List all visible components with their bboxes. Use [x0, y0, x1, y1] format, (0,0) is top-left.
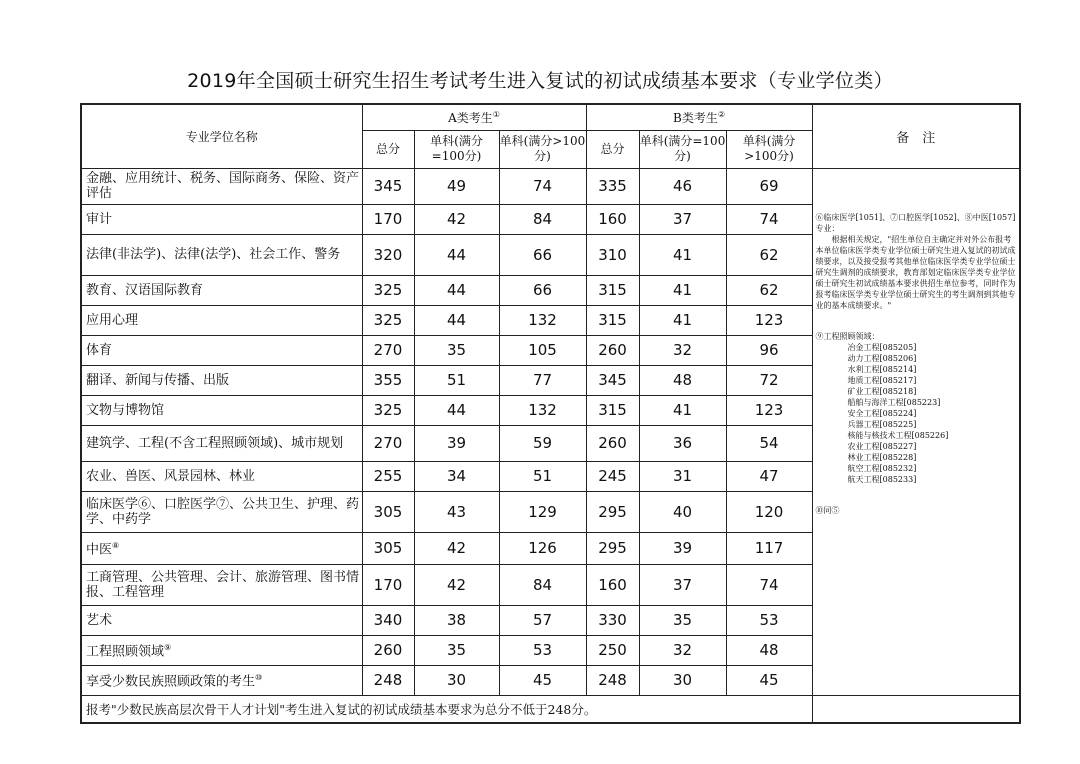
b-single-100-cell: 30	[639, 665, 726, 695]
major-name-cell: 教育、汉语国际教育	[81, 275, 362, 305]
a-total-cell: 305	[362, 491, 414, 532]
a-single-100-cell: 51	[414, 365, 499, 395]
a-total-cell: 170	[362, 564, 414, 605]
b-single-gt100-cell: 53	[726, 605, 812, 635]
a-single-gt100-cell: 84	[499, 204, 586, 234]
a-total-cell: 305	[362, 532, 414, 564]
header-b-group: B类考生②	[586, 104, 812, 130]
a-single-gt100-cell: 57	[499, 605, 586, 635]
b-total-cell: 310	[586, 234, 639, 275]
a-total-cell: 325	[362, 395, 414, 425]
b-total-cell: 345	[586, 365, 639, 395]
a-single-100-cell: 42	[414, 204, 499, 234]
a-single-gt100-cell: 53	[499, 635, 586, 665]
major-name-cell: 农业、兽医、风景园林、林业	[81, 461, 362, 491]
b-single-100-cell: 41	[639, 234, 726, 275]
b-single-100-cell: 35	[639, 605, 726, 635]
b-single-gt100-cell: 74	[726, 564, 812, 605]
b-total-cell: 160	[586, 204, 639, 234]
b-total-cell: 248	[586, 665, 639, 695]
b-single-100-cell: 39	[639, 532, 726, 564]
major-name-cell: 应用心理	[81, 305, 362, 335]
a-single-gt100-cell: 74	[499, 168, 586, 204]
a-total-cell: 270	[362, 425, 414, 461]
b-total-cell: 295	[586, 532, 639, 564]
b-single-gt100-cell: 123	[726, 305, 812, 335]
b-single-gt100-cell: 120	[726, 491, 812, 532]
b-total-cell: 250	[586, 635, 639, 665]
score-table	[80, 103, 1021, 724]
b-total-cell: 335	[586, 168, 639, 204]
a-single-100-cell: 35	[414, 335, 499, 365]
a-single-100-cell: 43	[414, 491, 499, 532]
a-total-cell: 355	[362, 365, 414, 395]
b-single-100-cell: 37	[639, 204, 726, 234]
footer-note: 报考"少数民族高层次骨干人才计划"考生进入复试的初试成绩基本要求为总分不低于248分。	[81, 695, 812, 723]
remarks-cell	[812, 168, 1020, 695]
header-major-name: 专业学位名称	[81, 104, 362, 168]
major-name-cell: 中医⑧	[81, 532, 362, 564]
header-b-total: 总分	[586, 130, 639, 168]
b-single-100-cell: 41	[639, 275, 726, 305]
a-single-100-cell: 42	[414, 564, 499, 605]
a-single-100-cell: 44	[414, 305, 499, 335]
a-single-gt100-cell: 66	[499, 275, 586, 305]
a-single-gt100-cell: 66	[499, 234, 586, 275]
b-single-gt100-cell: 62	[726, 275, 812, 305]
major-name-cell: 体育	[81, 335, 362, 365]
header-a-single-100: 单科(满分=100分)	[414, 130, 499, 168]
b-single-gt100-cell: 54	[726, 425, 812, 461]
a-single-100-cell: 42	[414, 532, 499, 564]
a-single-gt100-cell: 45	[499, 665, 586, 695]
a-total-cell: 248	[362, 665, 414, 695]
b-single-100-cell: 40	[639, 491, 726, 532]
b-single-100-cell: 32	[639, 635, 726, 665]
b-total-cell: 160	[586, 564, 639, 605]
b-single-100-cell: 41	[639, 395, 726, 425]
major-name-cell: 金融、应用统计、税务、国际商务、保险、资产评估	[81, 168, 362, 204]
b-single-gt100-cell: 48	[726, 635, 812, 665]
major-name-cell: 翻译、新闻与传播、出版	[81, 365, 362, 395]
b-single-gt100-cell: 62	[726, 234, 812, 275]
major-name-cell: 法律(非法学)、法律(法学)、社会工作、警务	[81, 234, 362, 275]
a-total-cell: 260	[362, 635, 414, 665]
b-total-cell: 315	[586, 275, 639, 305]
a-single-gt100-cell: 129	[499, 491, 586, 532]
remark-clinical: ⑥临床医学[1051]、⑦口腔医学[1052]、⑧中医[1057]专业： 根据相关规定，"招生单位自主确定并对外公布报考本单位临床医学类专业学位硕士研究生进入复试的初试成绩要求，以及接受报考其他单位临床医学类专业学位硕士研究生调剂的成绩要求，教育部划定临床医学类专业学位硕士研究生初试成绩基本要求供招生单位参考，同时作为报考临床医学类专业学位硕士研究生的考生调剂到其他专业的基本成绩要求。"	[815, 212, 1016, 310]
a-single-100-cell: 34	[414, 461, 499, 491]
header-a-single-gt100: 单科(满分>100分)	[499, 130, 586, 168]
a-total-cell: 320	[362, 234, 414, 275]
major-name-cell: 工程照顾领域⑨	[81, 635, 362, 665]
b-total-cell: 315	[586, 305, 639, 335]
a-single-100-cell: 44	[414, 275, 499, 305]
header-a-total: 总分	[362, 130, 414, 168]
a-total-cell: 345	[362, 168, 414, 204]
a-single-100-cell: 35	[414, 635, 499, 665]
b-single-gt100-cell: 117	[726, 532, 812, 564]
header-b-single-gt100: 单科(满分>100分)	[726, 130, 812, 168]
b-single-100-cell: 46	[639, 168, 726, 204]
a-single-gt100-cell: 84	[499, 564, 586, 605]
a-single-gt100-cell: 77	[499, 365, 586, 395]
b-single-gt100-cell: 123	[726, 395, 812, 425]
major-name-cell: 审计	[81, 204, 362, 234]
a-single-gt100-cell: 51	[499, 461, 586, 491]
a-total-cell: 340	[362, 605, 414, 635]
major-name-cell: 艺术	[81, 605, 362, 635]
b-single-100-cell: 48	[639, 365, 726, 395]
b-single-100-cell: 32	[639, 335, 726, 365]
b-total-cell: 260	[586, 335, 639, 365]
a-single-100-cell: 38	[414, 605, 499, 635]
b-single-100-cell: 31	[639, 461, 726, 491]
b-single-gt100-cell: 69	[726, 168, 812, 204]
remark-same-as: ⑩同⑤	[815, 505, 840, 515]
b-single-gt100-cell: 45	[726, 665, 812, 695]
a-single-gt100-cell: 105	[499, 335, 586, 365]
a-single-gt100-cell: 132	[499, 305, 586, 335]
b-single-100-cell: 41	[639, 305, 726, 335]
header-b-single-100: 单科(满分=100分)	[639, 130, 726, 168]
a-total-cell: 325	[362, 305, 414, 335]
a-single-100-cell: 44	[414, 234, 499, 275]
a-single-gt100-cell: 59	[499, 425, 586, 461]
b-single-gt100-cell: 47	[726, 461, 812, 491]
a-total-cell: 255	[362, 461, 414, 491]
a-total-cell: 170	[362, 204, 414, 234]
b-total-cell: 295	[586, 491, 639, 532]
remark-engineering-fields: ⑨工程照顾领域： 冶金工程[085205] 动力工程[085206] 水利工程[085214] 地质工程[085217] 矿业工程[085218] 船舶与海洋工程[085223] 安全工程[085224] 兵器工程[085225] 核能与核技术工程[085226] 农业工程[085227] 林业工程[085228] 航空工程[085232] 航天工程[085233]	[815, 331, 949, 484]
major-name-cell: 享受少数民族照顾政策的考生⑩	[81, 665, 362, 695]
b-single-100-cell: 37	[639, 564, 726, 605]
major-name-cell: 临床医学⑥、口腔医学⑦、公共卫生、护理、药学、中药学	[81, 491, 362, 532]
header-remarks: 备 注	[812, 104, 1020, 168]
b-total-cell: 260	[586, 425, 639, 461]
page-title: 2019年全国硕士研究生招生考试考生进入复试的初试成绩基本要求（专业学位类）	[187, 70, 893, 92]
b-total-cell: 315	[586, 395, 639, 425]
b-single-gt100-cell: 72	[726, 365, 812, 395]
major-name-cell: 建筑学、工程(不含工程照顾领域)、城市规划	[81, 425, 362, 461]
a-total-cell: 325	[362, 275, 414, 305]
a-single-gt100-cell: 132	[499, 395, 586, 425]
a-single-100-cell: 39	[414, 425, 499, 461]
major-name-cell: 工商管理、公共管理、会计、旅游管理、图书情报、工程管理	[81, 564, 362, 605]
a-single-gt100-cell: 126	[499, 532, 586, 564]
a-single-100-cell: 49	[414, 168, 499, 204]
b-single-gt100-cell: 96	[726, 335, 812, 365]
b-total-cell: 245	[586, 461, 639, 491]
major-name-cell: 文物与博物馆	[81, 395, 362, 425]
a-total-cell: 270	[362, 335, 414, 365]
table-row	[81, 168, 1020, 204]
b-single-gt100-cell: 74	[726, 204, 812, 234]
b-total-cell: 330	[586, 605, 639, 635]
a-single-100-cell: 44	[414, 395, 499, 425]
a-single-100-cell: 30	[414, 665, 499, 695]
b-single-100-cell: 36	[639, 425, 726, 461]
header-a-group: A类考生①	[362, 104, 586, 130]
